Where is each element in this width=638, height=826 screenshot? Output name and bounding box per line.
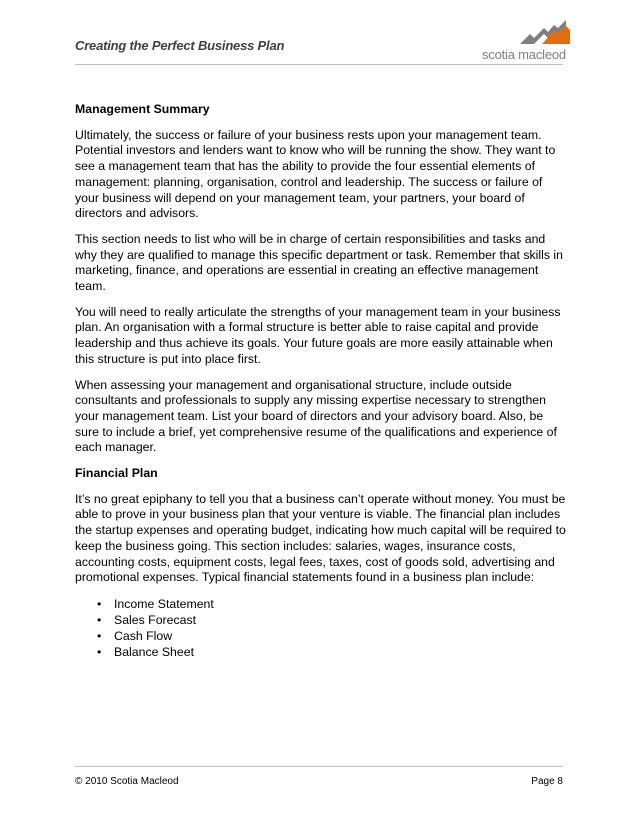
footer-copyright: © 2010 Scotia Macleod [75,776,179,787]
footer-divider [75,766,563,767]
financial-statements-list [75,596,567,660]
document-header-title: Creating the Perfect Business Plan [75,38,285,53]
list-item: • Income Statement [97,596,567,612]
company-logo [482,20,570,62]
paragraph: This section needs to list who will be in charge of certain responsibilities and tasks and why they are qualified to manage this specific department or task. Remember that skills in marketing, finance, and operations are essential in creating an effective management team. [75,231,564,294]
page-body [75,102,567,660]
paragraph: It’s no great epiphany to tell you that a business can’t operate without money. You must be able to prove in your business plan that your venture is viable. The financial plan includes the startup expenses and operating budget, indicating how much capital will be required to keep the business going. This section includes: salaries, wages, insurance costs, accounting costs, equipment costs, legal fees, taxes, cost of goods sold, advertising and promotional expenses. Typical financial statements found in a business plan include: [75,491,566,585]
logo-mountain-icon [520,20,570,44]
page-number: Page 8 [531,776,563,787]
paragraph: When assessing your management and organisational structure, include outside consultants and professionals to supply any missing expertise necessary to strengthen your management team. List your board of directors and your advisory board. Also, be sure to include a brief, yet comprehensive resume of the qualifications and experience of each manager. [75,377,557,455]
section-heading-management: Management Summary [75,102,210,116]
paragraph: You will need to really articulate the strengths of your management team in your business plan. An organisation with a formal structure is better able to raise capital and provide leadership and thus achieve its goals. Your future goals are more easily attainable when this structure is put into place first. [75,304,561,366]
section-heading-financial: Financial Plan [75,466,158,481]
list-item: • Balance Sheet [97,644,567,660]
list-item: • Sales Forecast [97,612,567,628]
paragraph: Ultimately, the success or failure of your business rests upon your management team. Potential investors and lenders want to know who will be running the show. They want to see a management team that has the ability to provide the four essential elements of management: planning, organisation, control and leadership. The success or failure of your business will depend on your management team, your partners, your board of directors and advisors. [75,127,556,221]
header-divider [75,64,563,65]
logo-wordmark: scotia macleod [482,47,566,62]
list-item: • Cash Flow [97,628,567,644]
